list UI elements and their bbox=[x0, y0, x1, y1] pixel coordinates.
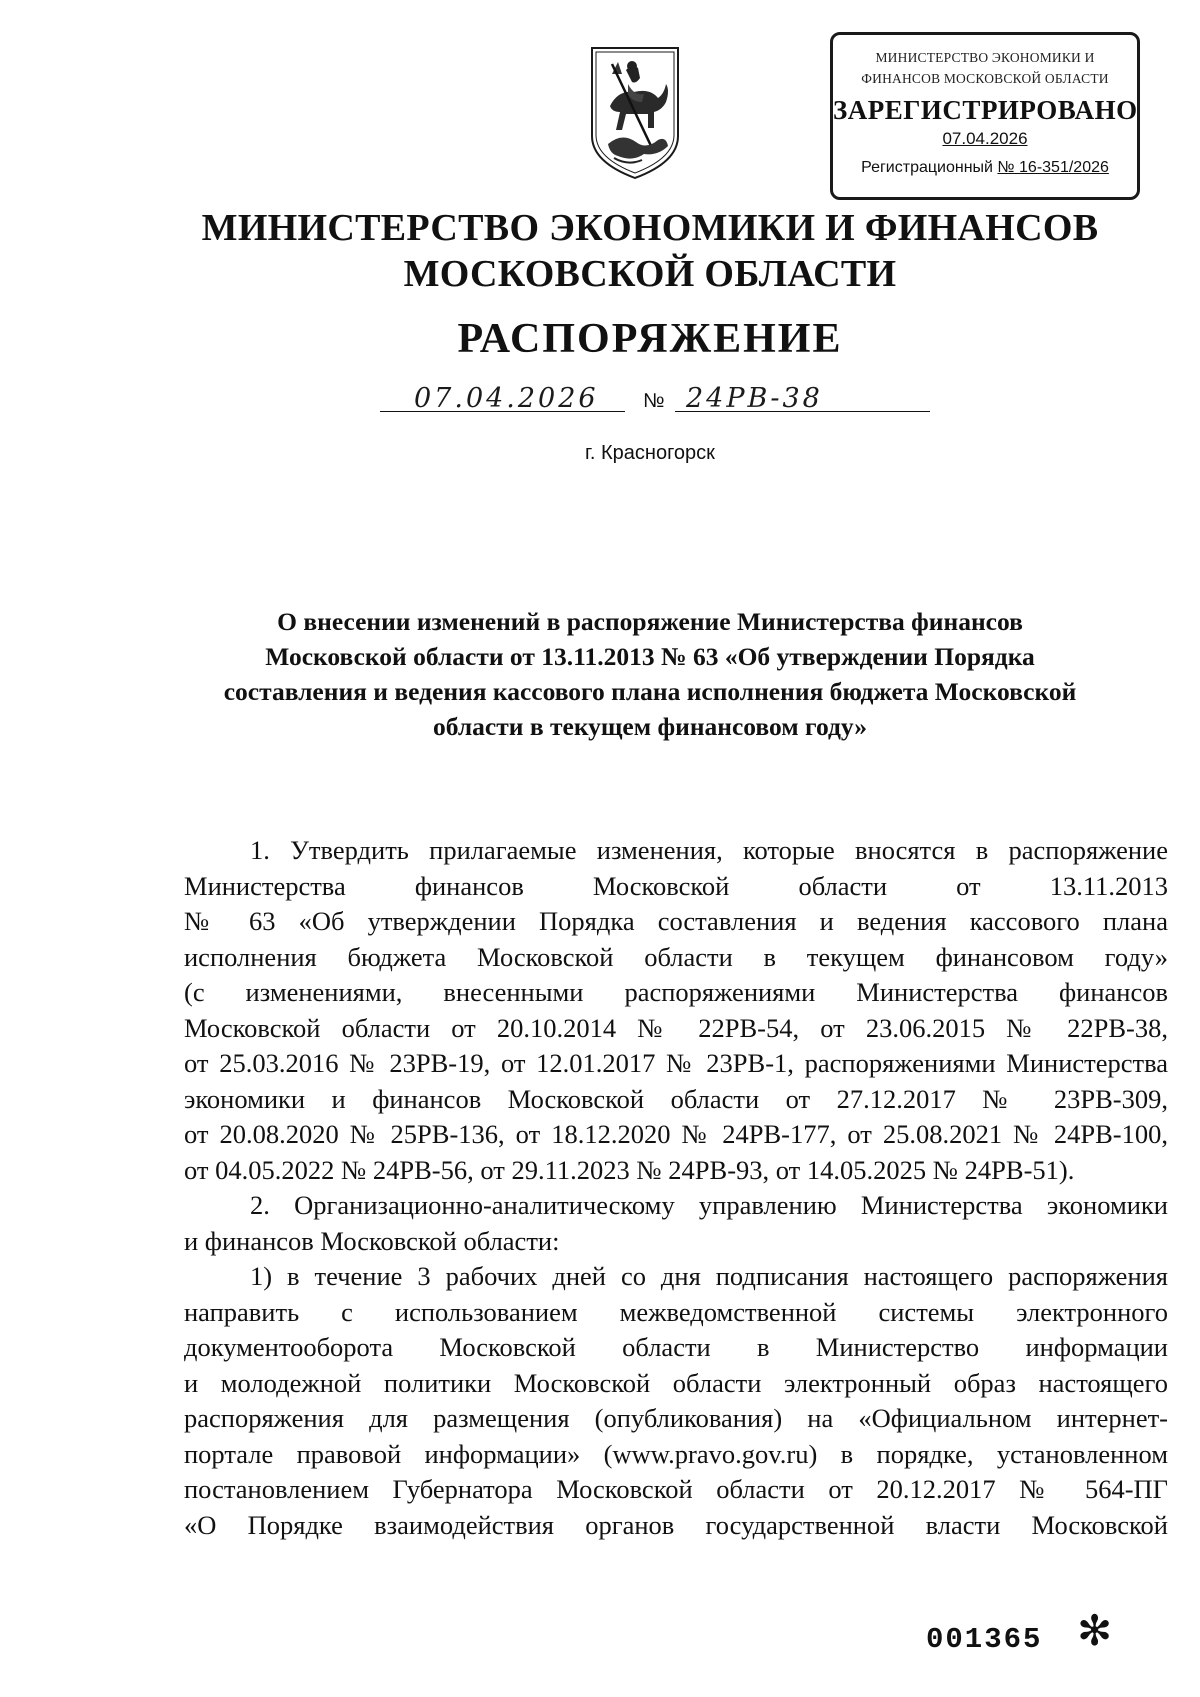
stamp-registration bbox=[833, 157, 1137, 179]
registration-stamp bbox=[830, 32, 1140, 200]
subject-line: составления и ведения кассового плана исполнения бюджета Московской bbox=[223, 677, 1077, 706]
body-line: постановлением Губернатора Московской области от 20.12.2017 № 564-ПГ bbox=[184, 1474, 1168, 1504]
stamp-reg-label: Регистрационный bbox=[861, 159, 993, 176]
document-body bbox=[184, 833, 1168, 1543]
ministry-line1: МИНИСТЕРСТВО ЭКОНОМИКИ И ФИНАНСОВ bbox=[201, 207, 1099, 249]
body-line: № 63 «Об утверждении Порядка составления и ведения кассового плана bbox=[184, 906, 1168, 936]
document-subject bbox=[170, 604, 1130, 744]
body-line: (с изменениями, внесенными распоряжениями Министерства финансов bbox=[184, 977, 1168, 1007]
page-code: 001365 bbox=[926, 1623, 1043, 1656]
body-line: 2. Организационно-аналитическому управлению Министерства экономики bbox=[250, 1190, 1168, 1220]
body-line: Московской области от 20.10.2014 № 22РВ-54, от 23.06.2015 № 22РВ-38, bbox=[184, 1012, 1168, 1043]
body-line: 1) в течение 3 рабочих дней со дня подписания настоящего распоряжения bbox=[250, 1261, 1168, 1291]
body-line: и финансов Московской области: bbox=[184, 1225, 560, 1256]
subject-line: области в текущем финансовом году» bbox=[433, 712, 867, 741]
body-line: экономики и финансов Московской области от 27.12.2017 № 23РВ-309, bbox=[184, 1083, 1168, 1114]
body-line: от 20.08.2020 № 25РВ-136, от 18.12.2020 № 24РВ-177, от 25.08.2021 № 24РВ-100, bbox=[184, 1119, 1168, 1149]
body-line: 1. Утвердить прилагаемые изменения, которые вносятся в распоряжение bbox=[250, 835, 1168, 865]
document-type: РАСПОРЯЖЕНИЕ bbox=[457, 316, 843, 362]
coat-of-arms-emblem bbox=[588, 44, 682, 184]
body-line: документооборота Московской области в Министерство информации bbox=[184, 1332, 1168, 1362]
number-sign: № bbox=[643, 390, 665, 412]
asterisk-icon: ✻ bbox=[1077, 1606, 1113, 1655]
body-line: от 25.03.2016 № 23РВ-19, от 12.01.2017 № 23РВ-1, распоряжениями Министерства bbox=[184, 1048, 1168, 1078]
body-line: направить с использованием межведомственной системы электронного bbox=[184, 1296, 1168, 1327]
body-line: и молодежной политики Московской области электронный образ настоящего bbox=[184, 1367, 1168, 1398]
stamp-status: ЗАРЕГИСТРИРОВАНО bbox=[833, 95, 1138, 125]
stamp-reg-number: № 16-351/2026 bbox=[997, 159, 1109, 176]
ministry-line2: МОСКОВСКОЙ ОБЛАСТИ bbox=[403, 253, 897, 295]
stamp-org-line2: ФИНАНСОВ МОСКОВСКОЙ ОБЛАСТИ bbox=[861, 71, 1109, 86]
body-line: портале правовой информации» (www.pravo.gov.ru) в порядке, установленном bbox=[184, 1438, 1168, 1469]
body-line: распоряжения для размещения (опубликования) на «Официальном интернет- bbox=[184, 1403, 1168, 1433]
body-line: от 04.05.2022 № 24РВ-56, от 29.11.2023 № 24РВ-93, от 14.05.2025 № 24РВ-51). bbox=[184, 1154, 1075, 1185]
body-line: исполнения бюджета Московской области в текущем финансовом году» bbox=[184, 941, 1168, 972]
subject-line: О внесении изменений в распоряжение Министерства финансов bbox=[277, 607, 1023, 636]
stamp-date: 07.04.2026 bbox=[942, 129, 1028, 148]
handwritten-number: 24РВ-38 bbox=[686, 383, 823, 414]
city: г. Красногорск bbox=[585, 442, 715, 464]
handwritten-date: 07.04.2026 bbox=[414, 383, 599, 414]
stamp-org-line1: МИНИСТЕРСТВО ЭКОНОМИКИ И bbox=[875, 50, 1095, 65]
body-line: «О Порядке взаимодействия органов государственной власти Московской bbox=[184, 1509, 1168, 1540]
ministry-heading bbox=[0, 205, 1200, 297]
body-line: Министерства финансов Московской области от 13.11.2013 bbox=[184, 870, 1168, 901]
subject-line: Московской области от 13.11.2013 № 63 «Об утверждении Порядка bbox=[265, 642, 1035, 671]
